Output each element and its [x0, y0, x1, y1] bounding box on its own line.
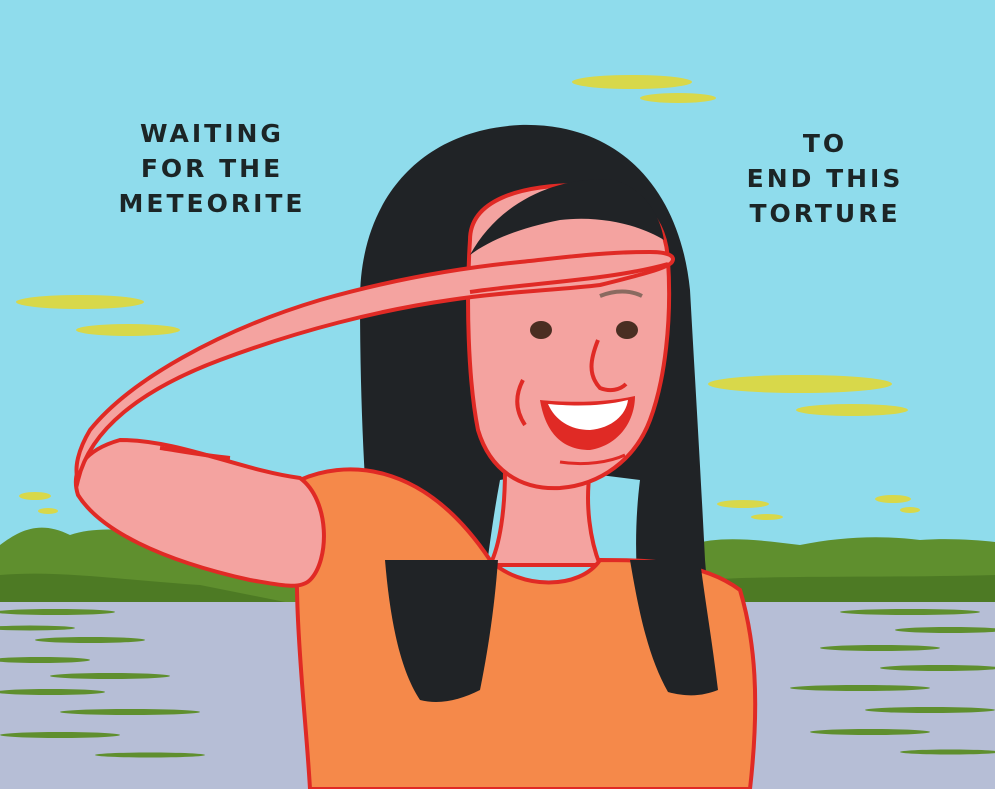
caption-left-line2: FOR THE [140, 154, 284, 183]
cloud [875, 495, 911, 503]
cloud [717, 500, 769, 508]
cloud [572, 75, 692, 89]
right-eye [616, 321, 638, 339]
cloud [708, 375, 892, 393]
cloud [796, 404, 908, 416]
cloud [76, 324, 180, 336]
cloud [16, 295, 144, 309]
caption-left-line1: WAITING [140, 119, 284, 148]
left-eye [530, 321, 552, 339]
cloud [640, 93, 716, 103]
cloud [751, 514, 783, 520]
caption-right-line3: TORTURE [749, 199, 901, 228]
caption-right-line1: TO [802, 129, 848, 158]
caption-left-line3: METEORITE [118, 189, 306, 218]
cloud [900, 507, 920, 513]
cloud [19, 492, 51, 500]
caption-right [700, 126, 950, 231]
caption-left [92, 116, 332, 221]
caption-right-line2: END THIS [746, 164, 904, 193]
cloud [38, 508, 58, 514]
